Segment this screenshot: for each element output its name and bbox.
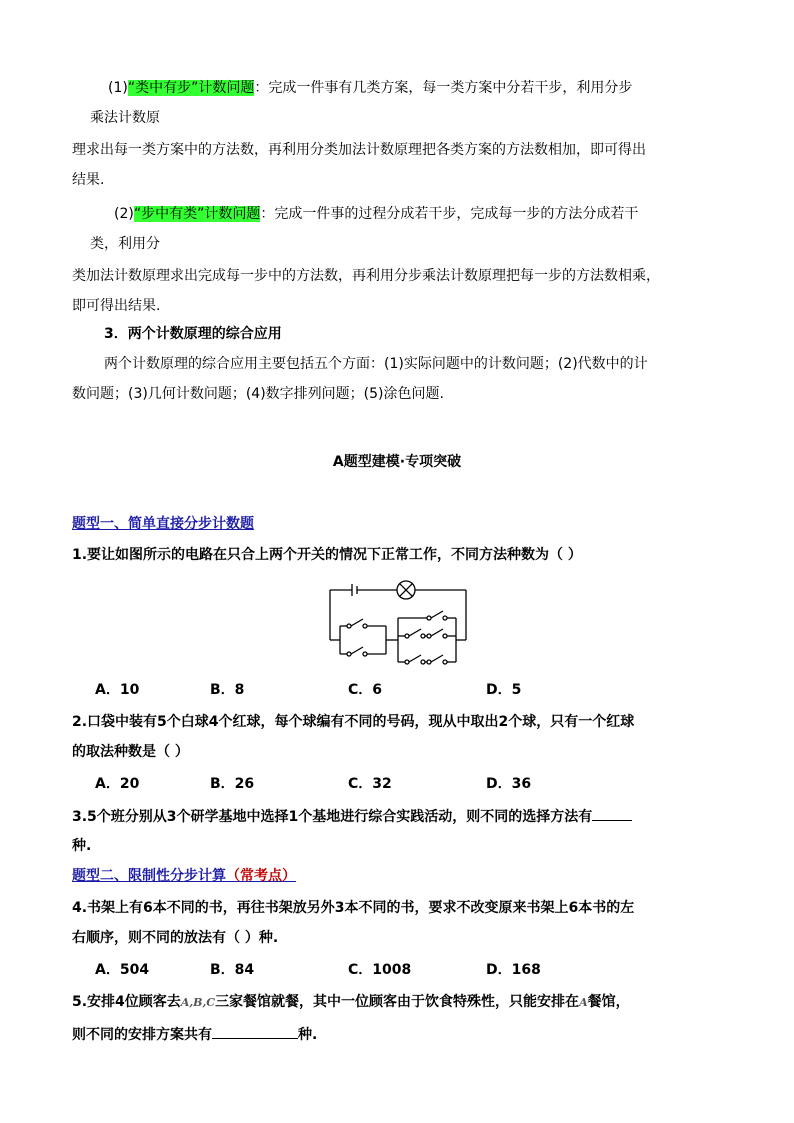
p2-highlight: “步中有类”计数问题: [133, 206, 261, 222]
q5-text-d: 则不同的安排方案共有: [72, 1027, 212, 1043]
q2-option-c: C．32: [348, 776, 392, 792]
type1-heading: 题型一、简单直接分步计数题: [72, 516, 254, 532]
q5-text-a: 5.安排4位顾客去: [72, 994, 181, 1010]
q1-option-b: B．8: [210, 682, 245, 698]
q4-option-a: A．504: [95, 962, 150, 978]
p2-number: (2): [114, 206, 134, 222]
q4-line2: 右顺序，则不同的放法有（ ）种.: [72, 930, 279, 946]
p1-line1: [108, 78, 632, 98]
q1-option-a: A．10: [95, 682, 140, 698]
section3-line2: 数问题；(3)几何计数问题；(4)数字排列问题；(5)涂色问题.: [72, 386, 444, 402]
q5-text-c: 餐馆，: [587, 994, 630, 1010]
q5-line2: [72, 1024, 317, 1045]
q4-option-c: C．1008: [348, 962, 412, 978]
q4-option-b: B．84: [210, 962, 255, 978]
p1-line3: 理求出每一类方案中的方法数，再利用分类加法计数原理把各类方案的方法数相加，即可得出: [72, 142, 646, 158]
q5-line1: [72, 992, 630, 1013]
p2-text: ：完成一件事的过程分成若干步，完成每一步的方法分成若干: [260, 206, 639, 222]
q3-text: 3.5个班分别从3个研学基地中选择1个基地进行综合实践活动，则不同的选择方法有: [72, 809, 593, 825]
type2-note: （常考点）: [226, 868, 296, 884]
q2-line1: 2.口袋中装有5个白球4个红球，每个球编有不同的号码，现从中取出2个球，只有一个红球: [72, 714, 635, 730]
p2-line1: [114, 204, 638, 224]
p2-line2: 类，利用分: [90, 236, 160, 252]
q1-option-d: D．5: [486, 682, 522, 698]
q2-option-d: D．36: [486, 776, 532, 792]
q4-option-d: D．168: [486, 962, 541, 978]
p2-line3: 类加法计数原理求出完成每一步中的方法数，再利用分步乘法计数原理把每一步的方法数相乘，: [72, 268, 660, 284]
q1-text: 1.要让如图所示的电路在只合上两个开关的情况下正常工作，不同方法种数为（ ）: [72, 547, 582, 563]
type2-title: 题型二、限制性分步计算: [72, 868, 226, 884]
p2-line4: 即可得出结果.: [72, 298, 161, 314]
part-heading: A题型建模·专项突破: [332, 454, 462, 470]
q5-restaurants: A,B,C: [180, 996, 216, 1009]
q1-option-c: C．6: [348, 682, 383, 698]
q5-text-b: 三家餐馆就餐，其中一位顾客由于饮食特殊性，只能安排在: [215, 994, 580, 1010]
q2-option-b: B．26: [210, 776, 255, 792]
q5-blank: [212, 1024, 298, 1039]
p1-number: (1): [108, 80, 128, 96]
q4-line1: 4.书架上有6本不同的书，再往书架放另外3本不同的书，要求不改变原来书架上6本书的左: [72, 900, 635, 916]
q2-option-a: A．20: [95, 776, 140, 792]
q5-restaurant-a: A: [579, 996, 588, 1009]
q5-text-e: 种.: [298, 1027, 318, 1043]
q3-line2: 种.: [72, 838, 92, 854]
q3-blank: [592, 806, 632, 821]
q3-line1: [72, 806, 632, 827]
type2-heading: [72, 866, 296, 886]
p1-line4: 结果.: [72, 172, 105, 188]
circuit-diagram: [326, 576, 470, 668]
p1-line2: 乘法计数原: [90, 110, 160, 126]
section3-title: 3．两个计数原理的综合应用: [104, 326, 282, 342]
p1-text: ：完成一件事有几类方案，每一类方案中分若干步，利用分步: [254, 80, 633, 96]
p1-highlight: “类中有步”计数问题: [127, 80, 255, 96]
section3-line1: 两个计数原理的综合应用主要包括五个方面：(1)实际问题中的计数问题；(2)代数中的计: [104, 356, 648, 372]
q2-line2: 的取法种数是（ ）: [72, 744, 189, 760]
